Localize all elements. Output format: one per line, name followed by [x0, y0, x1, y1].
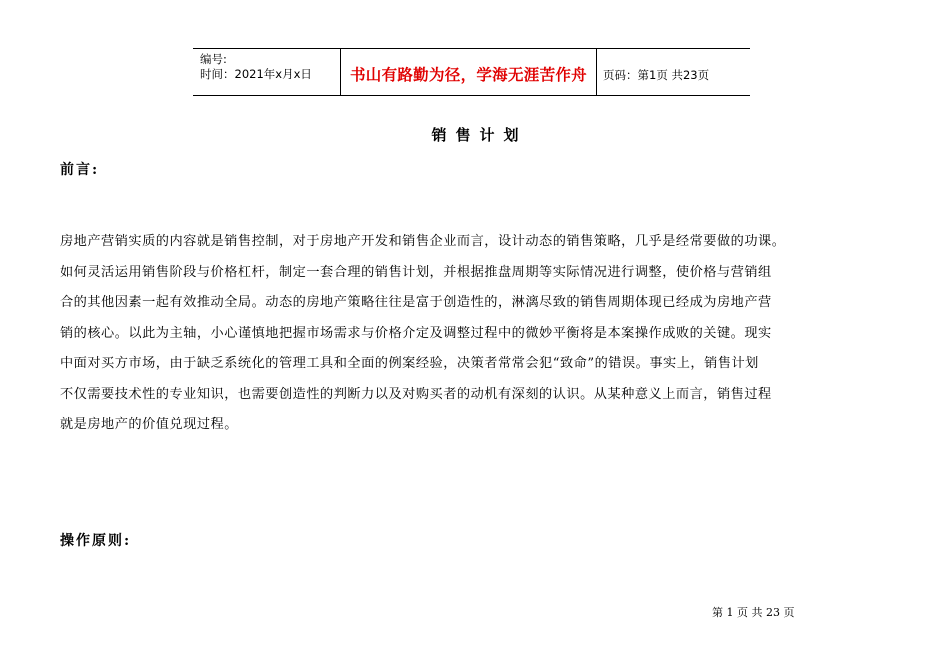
- document-date: 时间：2021年x月x日: [200, 67, 312, 81]
- page-footer: 第 1 页 共 23 页: [712, 606, 795, 619]
- paragraph-line: 中面对买方市场，由于缺乏系统化的管理工具和全面的例案经验，决策者常常会犯“致命”的错误。事实上，销售计划: [60, 356, 759, 371]
- header-meta-cell: [193, 49, 340, 95]
- header-page-info: 页码：第1页 共23页: [603, 67, 710, 82]
- paragraph-line: 就是房地产的价值兑现过程。: [60, 417, 238, 432]
- header-motto-cell: [340, 49, 597, 95]
- document-number-label: 编号:: [200, 52, 227, 66]
- document-title: 销售计划: [431, 126, 528, 144]
- paragraph-line: 不仅需要技术性的专业知识，也需要创造性的判断力以及对购买者的动机有深刻的认识。从某种意义上而言，销售过程: [60, 386, 772, 402]
- paragraph-line: 如何灵活运用销售阶段与价格杠杆，制定一套合理的销售计划，并根据推盘周期等实际情况进行调整，使价格与营销组: [60, 264, 772, 280]
- paragraph-line: 合的其他因素一起有效推动全局。动态的房地产策略往往是富于创造性的，淋漓尽致的销售周期体现已经成为房地产营: [60, 295, 772, 310]
- principles-heading: 操作原则:: [60, 533, 132, 549]
- header-motto: 书山有路勤为径，学海无涯苦作舟: [349, 65, 587, 84]
- header-table: [193, 48, 750, 96]
- preface-heading: 前言:: [60, 162, 100, 178]
- paragraph-line: 销的核心。以此为主轴，小心谨慎地把握市场需求与价格介定及调整过程中的微妙平衡将是本案操作成败的关键。现实: [60, 325, 772, 341]
- preface-paragraph: [60, 227, 920, 441]
- header-page-cell: [597, 49, 750, 95]
- paragraph-line: 房地产营销实质的内容就是销售控制，对于房地产开发和销售企业而言，设计动态的销售策略，几乎是经常要做的功课。: [60, 234, 786, 249]
